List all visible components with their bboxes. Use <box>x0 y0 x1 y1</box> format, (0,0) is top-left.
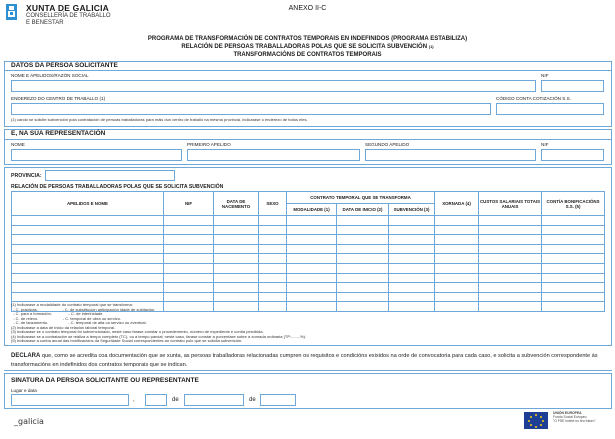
title-line-2-sup: (1) <box>428 44 434 49</box>
footnote-line: (4) Indicarase se a contratación se realiza a tempo completo (TC), ou a tempo parcial; neste caso, farase constar a porcentaxe sobre a xornada ordinaria (TP:........%). <box>11 333 307 339</box>
table-cell-input[interactable] <box>259 216 287 226</box>
table-cell-input[interactable] <box>479 273 542 283</box>
table-cell-input[interactable] <box>479 254 542 264</box>
applicant-section-title: DATOS DA PERSOA SOLICITANTE <box>11 62 118 69</box>
de-separator-2: de <box>249 397 256 403</box>
table-cell-input[interactable] <box>259 273 287 283</box>
table-cell-input[interactable] <box>214 254 259 264</box>
section-divider <box>4 139 611 140</box>
table-cell-input[interactable] <box>164 235 214 245</box>
applicant-nif-input[interactable] <box>541 80 604 92</box>
ccc-label: CÓDIGO CONTA COTIZACIÓN S.S. <box>496 96 571 101</box>
footnote-line: - C. para a formación. - C. de interinidade. <box>11 311 104 316</box>
table-cell-input[interactable] <box>164 273 214 283</box>
table-cell-input[interactable] <box>435 244 479 254</box>
col-header-modality: MODALIDADE (1) <box>287 204 337 216</box>
table-cell-input[interactable] <box>214 244 259 254</box>
table-cell-input[interactable] <box>337 302 389 312</box>
col-header-start-date: DATA DE INICIO (2) <box>337 204 389 216</box>
table-cell-input[interactable] <box>389 273 435 283</box>
col-header-sex: SEXO <box>259 192 287 216</box>
section-divider <box>4 70 611 71</box>
eu-flag-icon <box>524 412 548 429</box>
org-dept-line-2: E BENESTAR <box>26 20 64 26</box>
table-row <box>12 283 605 293</box>
title-line-2-text: RELACIÓN DE PERSOAS TRABALLADORAS POLAS QUE SE SOLICITA SUBVENCIÓN <box>181 44 428 50</box>
title-line-2 <box>0 43 615 51</box>
table-cell-input[interactable] <box>435 302 479 312</box>
table-cell-input[interactable] <box>479 216 542 226</box>
table-cell-input[interactable] <box>542 244 605 254</box>
table-cell-input[interactable] <box>389 225 435 235</box>
table-cell-input[interactable] <box>389 263 435 273</box>
applicant-nif-label: NIF <box>541 73 549 78</box>
table-cell-input[interactable] <box>214 283 259 293</box>
table-cell-input[interactable] <box>12 273 164 283</box>
document-title <box>0 35 615 59</box>
table-cell-input[interactable] <box>287 244 337 254</box>
table-cell-input[interactable] <box>337 244 389 254</box>
applicant-name-input[interactable] <box>11 80 536 92</box>
table-cell-input[interactable] <box>164 244 214 254</box>
table-cell-input[interactable] <box>12 235 164 245</box>
table-cell-input[interactable] <box>259 292 287 302</box>
table-cell-input[interactable] <box>214 273 259 283</box>
table-cell-input[interactable] <box>479 235 542 245</box>
table-cell-input[interactable] <box>337 225 389 235</box>
province-input[interactable] <box>45 170 175 181</box>
col-header-birth: DATA DE NACEMENTO <box>214 192 259 216</box>
table-cell-input[interactable] <box>389 244 435 254</box>
table-cell-input[interactable] <box>287 273 337 283</box>
footnote-line: (1) Indicarase a modalidade do contrato temporal que se transforma: <box>11 302 133 307</box>
annex-label: ANEXO II-C <box>288 5 327 12</box>
col-header-name: APELIDOS E NOME <box>12 192 164 216</box>
table-row <box>12 225 605 235</box>
table-cell-input[interactable] <box>542 254 605 264</box>
table-cell-input[interactable] <box>214 216 259 226</box>
table-cell-input[interactable] <box>435 283 479 293</box>
col-header-salary: CUSTOS SALARIAIS TOTAIS ANUAIS <box>479 192 542 216</box>
table-cell-input[interactable] <box>479 302 542 312</box>
day-input[interactable] <box>145 394 167 406</box>
table-cell-input[interactable] <box>164 283 214 293</box>
table-cell-input[interactable] <box>435 292 479 302</box>
rep-name-input[interactable] <box>11 149 182 161</box>
table-cell-input[interactable] <box>435 273 479 283</box>
table-cell-input[interactable] <box>287 283 337 293</box>
table-cell-input[interactable] <box>542 263 605 273</box>
table-cell-input[interactable] <box>164 216 214 226</box>
org-dept-line-1: CONSELLERÍA DE TRABALLO <box>26 13 111 19</box>
table-cell-input[interactable] <box>214 302 259 312</box>
table-cell-input[interactable] <box>164 292 214 302</box>
table-cell-input[interactable] <box>542 216 605 226</box>
table-cell-input[interactable] <box>259 254 287 264</box>
table-cell-input[interactable] <box>214 235 259 245</box>
table-cell-input[interactable] <box>214 263 259 273</box>
table-cell-input[interactable] <box>542 283 605 293</box>
col-header-subsidy: SUBVENCIÓN (3) <box>389 204 435 216</box>
rep-name-label: NOME <box>11 142 25 147</box>
ccc-input[interactable] <box>496 103 604 115</box>
rep-first-surname-label: PRIMEIRO APELIDO <box>187 142 231 147</box>
table-cell-input[interactable] <box>389 216 435 226</box>
table-cell-input[interactable] <box>287 292 337 302</box>
table-row <box>12 273 605 283</box>
workers-list-title: RELACIÓN DE PERSOAS TRABALLADORAS POLAS QUE SE SOLICITA SUBVENCIÓN <box>11 184 224 190</box>
declaration-body: que, como se acredita coa documentación que se xunta, as persoas traballadoras relacionadas cumpren os requisitos e condicións exixidos na orde de convocatoria para cada caso, e solicita a subvención correspondente ás transformacións en indefinidos dos contratos temporais que se indican. <box>11 353 598 368</box>
table-cell-input[interactable] <box>164 254 214 264</box>
col-header-contract-group: CONTRATO TEMPORAL QUE SE TRANSFORMA <box>287 192 435 204</box>
table-cell-input[interactable] <box>542 292 605 302</box>
table-cell-input[interactable] <box>542 235 605 245</box>
table-row <box>12 292 605 302</box>
de-separator-1: de <box>172 397 179 403</box>
table-cell-input[interactable] <box>435 254 479 264</box>
table-cell-input[interactable] <box>389 235 435 245</box>
table-cell-input[interactable] <box>337 216 389 226</box>
table-cell-input[interactable] <box>287 225 337 235</box>
table-cell-input[interactable] <box>337 273 389 283</box>
title-line-3: TRANSFORMACIÓNS DE CONTRATOS TEMPORAIS <box>233 52 382 58</box>
table-cell-input[interactable] <box>287 235 337 245</box>
address-input[interactable] <box>11 103 491 115</box>
table-cell-input[interactable] <box>287 263 337 273</box>
table-cell-input[interactable] <box>542 225 605 235</box>
province-label: PROVINCIA: <box>11 173 42 179</box>
table-cell-input[interactable] <box>12 225 164 235</box>
footnote-line: - C. de lanzamento. - C. temporal de alta ou servizo ou eventual. <box>11 320 147 325</box>
table-cell-input[interactable] <box>12 263 164 273</box>
footnote-line: - C. prácticas. - C. de substitución anticipación idade de xubilación. <box>11 306 156 312</box>
table-cell-input[interactable] <box>542 273 605 283</box>
eu-text-line-2: Fondo Social Europeo <box>553 415 587 420</box>
table-cell-input[interactable] <box>259 302 287 312</box>
table-cell-input[interactable] <box>214 292 259 302</box>
year-input[interactable] <box>260 394 296 406</box>
eu-text <box>553 411 596 424</box>
org-name: XUNTA DE GALICIA <box>26 3 110 13</box>
table-cell-input[interactable] <box>214 225 259 235</box>
table-row <box>12 235 605 245</box>
table-cell-input[interactable] <box>337 235 389 245</box>
table-row <box>12 254 605 264</box>
address-footnote: (1) cando se solicite subvención pola contratación de persoas traballadoras para máis dun centro de traballo na mesma provincia, indicarase o enderezo de todos eles. <box>11 117 308 122</box>
footnote-line: (2) Indicarase a data de inicio da relación laboral temporal. <box>11 324 116 330</box>
declaration-text <box>11 352 607 370</box>
place-date-label: Lugar e data <box>11 388 37 393</box>
table-cell-input[interactable] <box>389 292 435 302</box>
table-cell-input[interactable] <box>389 254 435 264</box>
table-row <box>12 263 605 273</box>
footnote-line: - C. de relevo. - C. temporal de obra ou servizo. <box>11 315 122 321</box>
address-label: ENDEREZO DO CENTRO DE TRABALLO (1) <box>11 96 106 101</box>
representative-section-title: E, NA SÚA REPRESENTACIÓN <box>11 130 106 137</box>
table-cell-input[interactable] <box>479 292 542 302</box>
galicia-brand: _galicia <box>14 417 44 426</box>
signature-title: SINATURA DA PERSOA SOLICITANTE OU REPRESENTANTE <box>11 377 199 384</box>
table-cell-input[interactable] <box>479 283 542 293</box>
table-cell-input[interactable] <box>337 292 389 302</box>
org-department <box>26 13 111 27</box>
table-cell-input[interactable] <box>337 283 389 293</box>
table-cell-input[interactable] <box>542 302 605 312</box>
table-cell-input[interactable] <box>164 263 214 273</box>
rep-nif-input[interactable] <box>541 149 604 161</box>
workers-table <box>11 191 605 312</box>
table-cell-input[interactable] <box>435 263 479 273</box>
title-line-1: PROGRAMA DE TRANSFORMACIÓN DE CONTRATOS TEMPORAIS EN INDEFINIDOS (PROGRAMA ESTABILIZA) <box>147 36 468 42</box>
table-cell-input[interactable] <box>435 235 479 245</box>
declaration-lead: DECLARA <box>11 353 41 359</box>
rep-second-surname-label: SEGUNDO APELIDO <box>365 142 410 147</box>
table-cell-input[interactable] <box>12 283 164 293</box>
table-cell-input[interactable] <box>389 283 435 293</box>
table-cell-input[interactable] <box>479 263 542 273</box>
table-cell-input[interactable] <box>12 292 164 302</box>
month-input[interactable] <box>184 394 244 406</box>
footnote-line: (3) Indicarase se o contrato temporal foi subvencionado, neste caso farase constar o procedemento, número de expediente e contía percibida. <box>11 329 264 334</box>
comma-separator: , <box>133 397 135 403</box>
eu-text-line-1: UNIÓN EUROPEA <box>553 411 582 415</box>
table-cell-input[interactable] <box>259 225 287 235</box>
table-cell-input[interactable] <box>337 263 389 273</box>
eu-text-line-3: "O FSE invirte no teu futuro" <box>553 419 596 424</box>
table-cell-input[interactable] <box>12 254 164 264</box>
table-cell-input[interactable] <box>337 254 389 264</box>
table-cell-input[interactable] <box>259 263 287 273</box>
table-cell-input[interactable] <box>479 244 542 254</box>
table-cell-input[interactable] <box>479 225 542 235</box>
rep-first-surname-input[interactable] <box>187 149 360 161</box>
table-cell-input[interactable] <box>435 216 479 226</box>
applicant-name-label: NOME E APELIDOS/RAZÓN SOCIAL <box>11 73 89 78</box>
table-cell-input[interactable] <box>287 302 337 312</box>
col-header-nif: NIF <box>164 192 214 216</box>
table-row <box>12 244 605 254</box>
col-header-bonus: CONTÍA BONIFICACIÓNS S.S. (5) <box>542 192 605 216</box>
table-cell-input[interactable] <box>259 244 287 254</box>
table-cell-input[interactable] <box>389 302 435 312</box>
table-row <box>12 216 605 226</box>
rep-nif-label: NIF <box>541 142 549 147</box>
table-cell-input[interactable] <box>259 235 287 245</box>
col-header-hours: XORNADA (4) <box>435 192 479 216</box>
table-cell-input[interactable] <box>164 225 214 235</box>
table-cell-input[interactable] <box>287 254 337 264</box>
table-cell-input[interactable] <box>164 302 214 312</box>
table-cell-input[interactable] <box>287 216 337 226</box>
table-cell-input[interactable] <box>12 216 164 226</box>
rep-second-surname-input[interactable] <box>365 149 536 161</box>
place-input[interactable] <box>11 394 129 406</box>
table-cell-input[interactable] <box>259 283 287 293</box>
table-cell-input[interactable] <box>12 244 164 254</box>
footnote-line: (5) Indicarase a contía anual das bonificacións da Seguridade Social correspondentes ao contrato polo que se solicita subvención. <box>11 338 243 343</box>
table-cell-input[interactable] <box>435 225 479 235</box>
